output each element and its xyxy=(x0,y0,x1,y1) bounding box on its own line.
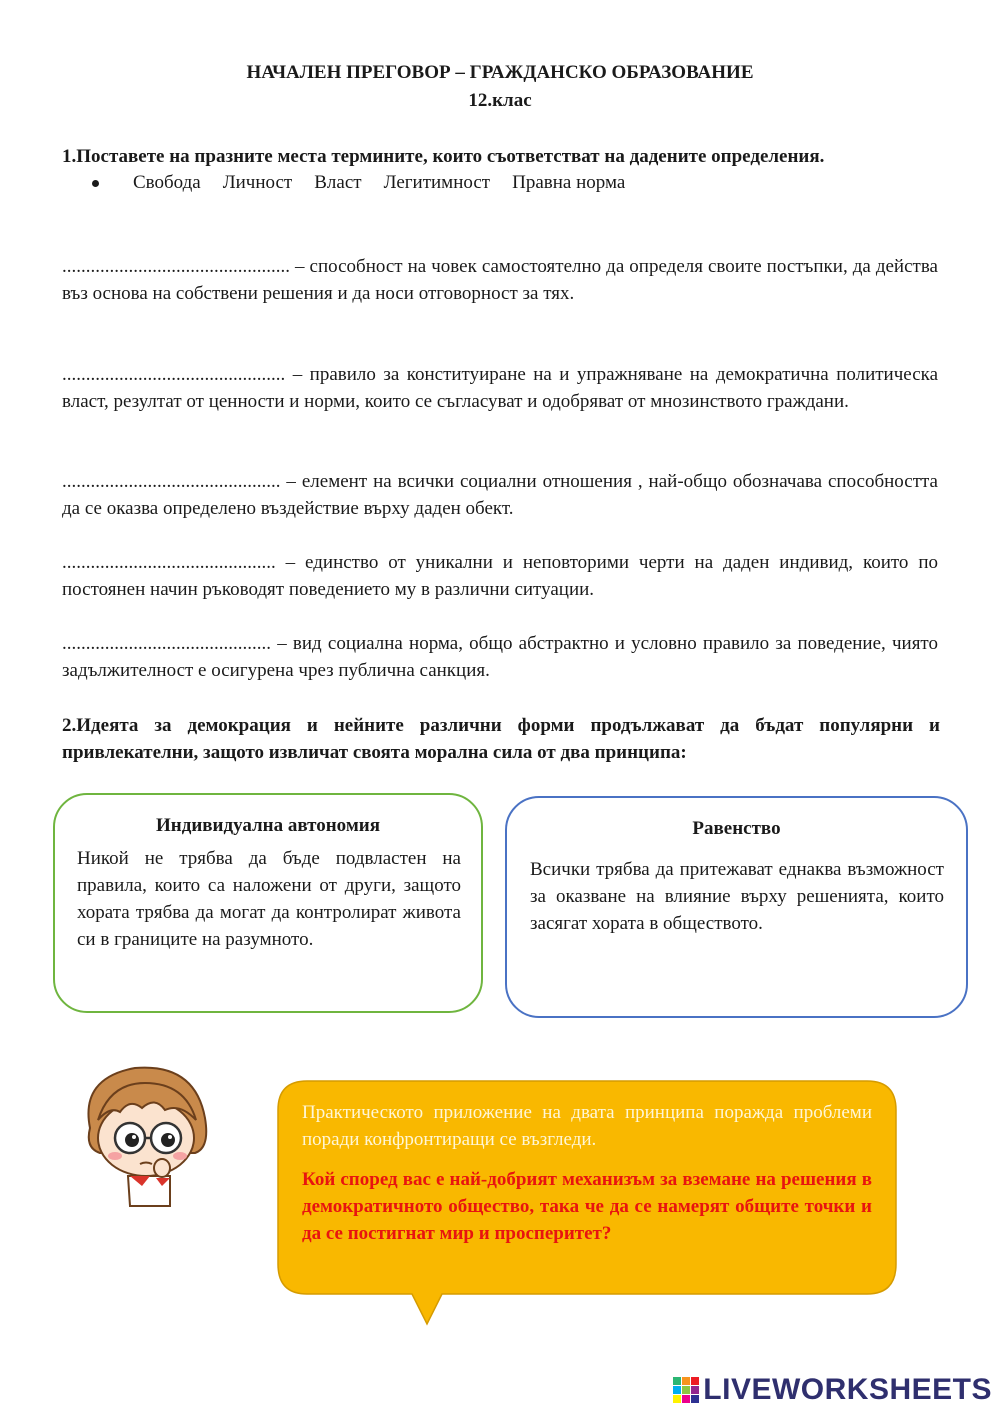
liveworksheets-logo-icon xyxy=(673,1377,699,1403)
box-title-autonomy: Индивидуална автономия xyxy=(155,815,380,836)
term-item: Легитимност xyxy=(383,172,491,193)
definition-3[interactable]: .............................................. – елемент на всички социални отношения , най-общо обозначава способността да се оказва определено въздействие върху даден обект. xyxy=(62,471,938,519)
definition-4[interactable]: ............................................. – единство от уникални и неповторими черти на даден индивид, които по постоянен начин ръководят поведението му в различни ситуации. xyxy=(62,552,938,600)
bubble-question: Кой според вас е най-добрият механизъм за вземане на решения в демократичното общество, така че да се намерят общите точки и да се постигнат мир и просперитет? xyxy=(302,1169,872,1244)
task2-question: 2.Идеята за демокрация и нейните различни форми продължават да бъдат популярни и привлекателни, защото извличат своята морална сила от два принципа: xyxy=(62,715,940,763)
grade-label: 12.клас xyxy=(468,90,532,111)
term-item: Правна норма xyxy=(512,172,626,193)
principle-box-autonomy xyxy=(53,793,483,1013)
task1-question: 1.Поставете на празните места термините, които съответстват на дадените определения. xyxy=(62,146,825,167)
bullet-icon xyxy=(92,180,99,187)
term-item: Личност xyxy=(222,172,293,193)
principle-box-equality xyxy=(505,796,968,1018)
definition-1[interactable]: ................................................ – способност на човек самостоятелно да определя своите постъпки, да действа въз основа на собствени решения и да носи отговорност за тях. xyxy=(62,256,938,304)
bubble-intro: Практическото приложение на двата принципа поражда проблеми поради конфронтиращи се възгледи. xyxy=(302,1102,872,1150)
definition-2[interactable]: ............................................... – правило за конституиране на и упражняване на демократична политическа власт, резултат от ценности и норми, които се съгласуват и одобряват от мнозинството граждани. xyxy=(62,364,938,412)
term-item: Свобода xyxy=(133,172,201,193)
terms-list xyxy=(92,172,625,194)
definition-5[interactable]: ............................................ – вид социална норма, общо абстрактно и условно правило за поведение, чиято задължителност е осигурена чрез публична санкция. xyxy=(62,633,938,681)
box-text-autonomy: Никой не трябва да бъде подвластен на правила, които са наложени от други, защото хората трябва да могат да контролират живота си в границите на разумното. xyxy=(77,848,461,950)
liveworksheets-logo-text: LIVEWORKSHEETS xyxy=(703,1373,992,1406)
liveworksheets-logo xyxy=(673,1373,992,1407)
box-title-equality: Равенство xyxy=(692,818,781,839)
thinking-girl-illustration xyxy=(70,1058,220,1208)
page-title: НАЧАЛЕН ПРЕГОВОР – ГРАЖДАНСКО ОБРАЗОВАНИЕ xyxy=(246,62,754,83)
term-item: Власт xyxy=(314,172,362,193)
box-text-equality: Всички трябва да притежават еднаква възможност за оказване на влияние върху решенията, които засягат хората в обществото. xyxy=(530,859,944,934)
